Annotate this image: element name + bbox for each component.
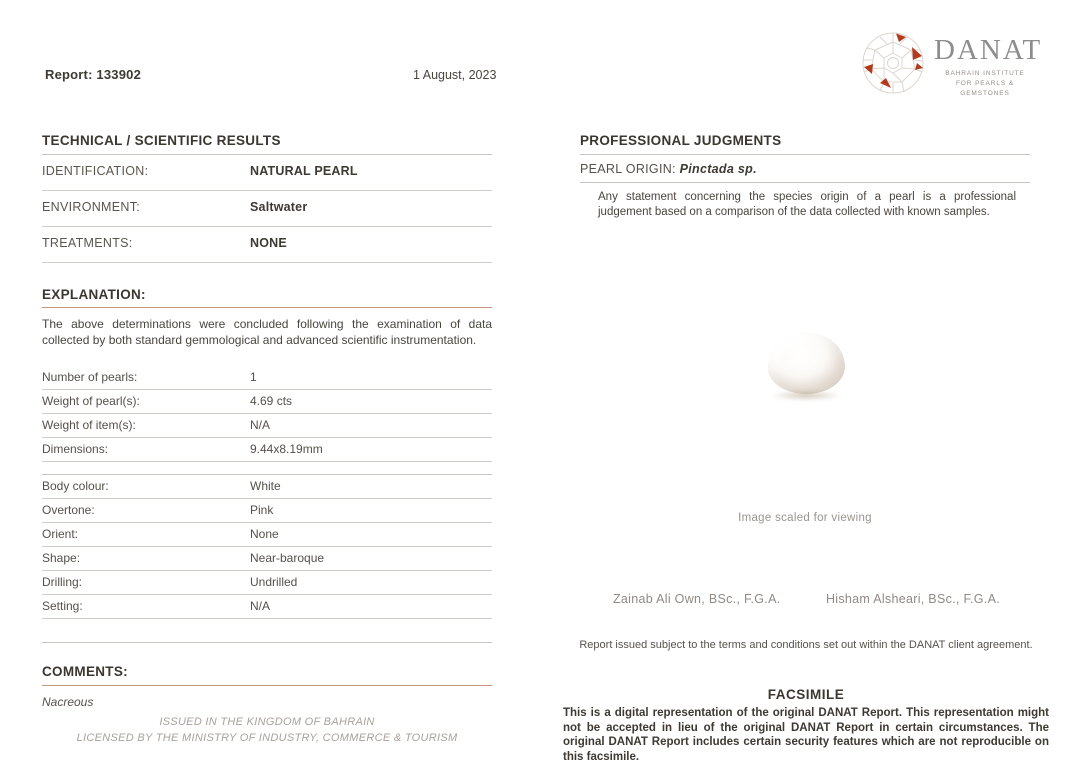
spec-value: N/A <box>250 599 271 613</box>
pearl-origin-row <box>580 155 1030 183</box>
footer-line1: ISSUED IN THE KINGDOM OF BAHRAIN <box>159 716 375 728</box>
result-label: TREATMENTS: <box>42 236 133 250</box>
danat-sphere-icon <box>860 30 926 96</box>
judgments-section-title: PROFESSIONAL JUDGMENTS <box>580 133 1030 155</box>
spec-value: 4.69 cts <box>250 394 293 408</box>
spec-row <box>42 366 492 390</box>
facsimile-text: This is a digital representation of the original DANAT Report. This representation might not be accepted in lieu of the original DANAT Report in certain circumstances. The original DANAT Report includes certain security features which are not reproducible on this facsimile. <box>563 707 1049 763</box>
spec-row <box>42 414 492 438</box>
pearl-image <box>768 333 845 394</box>
result-row-environment <box>42 191 492 227</box>
pearl-origin-label: PEARL ORIGIN: <box>580 162 676 176</box>
spec-label: Orient: <box>42 527 79 541</box>
logo-subtitle-line1: BAHRAIN INSTITUTE <box>945 70 1025 77</box>
explanation-text: The above determinations were concluded following the examination of data collected by both standard gemmological and advanced scientific instrumentation. <box>42 317 492 347</box>
result-value: NONE <box>250 236 287 250</box>
spec-row <box>42 595 492 619</box>
issuing-footer <box>42 715 492 747</box>
spec-table-measurements <box>42 366 492 475</box>
spec-value: None <box>250 527 279 541</box>
signature-left: Zainab Ali Own, BSc., F.G.A. <box>613 592 781 606</box>
spec-row <box>42 499 492 523</box>
footer-line2: LICENSED BY THE MINISTRY OF INDUSTRY, COMMERCE & TOURISM <box>76 731 458 744</box>
comments-title: COMMENTS: <box>42 664 492 686</box>
spec-label: Drilling: <box>42 575 83 589</box>
explanation-title: EXPLANATION: <box>42 287 492 308</box>
section-divider <box>42 619 492 643</box>
technical-results-section <box>42 133 492 709</box>
spec-label: Dimensions: <box>42 442 109 456</box>
spec-row <box>42 390 492 414</box>
origin-note: Any statement concerning the species origin of a pearl is a professional judgement based on a comparison of the data collected with known samples. <box>598 191 1016 218</box>
pearl-shadow <box>770 390 842 401</box>
spec-label: Weight of item(s): <box>42 418 136 432</box>
spec-value: White <box>250 479 281 493</box>
spec-value: Pink <box>250 503 274 517</box>
group-divider <box>42 462 492 475</box>
spec-row <box>42 523 492 547</box>
result-row-treatments <box>42 227 492 263</box>
spec-label: Body colour: <box>42 479 109 493</box>
image-caption: Image scaled for viewing <box>738 512 872 524</box>
pearl-photo <box>766 333 846 401</box>
pearl-origin-value: Pinctada sp. <box>679 162 757 176</box>
spec-label: Overtone: <box>42 503 95 517</box>
result-value: NATURAL PEARL <box>250 164 358 178</box>
comments-text: Nacreous <box>42 695 94 709</box>
spec-label: Setting: <box>42 599 83 613</box>
spec-row <box>42 475 492 499</box>
spec-row <box>42 438 492 462</box>
spec-value: 9.44x8.19mm <box>250 442 323 456</box>
report-number: Report: 133902 <box>45 67 142 82</box>
danat-logo <box>860 30 1043 98</box>
signature-row <box>580 592 1030 606</box>
spec-table-appearance <box>42 475 492 643</box>
terms-note: Report issued subject to the terms and conditions set out within the DANAT client agreement. <box>579 639 1033 651</box>
spec-label: Number of pearls: <box>42 370 138 384</box>
results-section-title: TECHNICAL / SCIENTIFIC RESULTS <box>42 133 492 155</box>
spec-value: Undrilled <box>250 575 298 589</box>
professional-judgments-section <box>580 133 1030 219</box>
report-date: 1 August, 2023 <box>413 68 497 82</box>
result-row-identification <box>42 155 492 191</box>
spec-value: N/A <box>250 418 271 432</box>
result-label: IDENTIFICATION: <box>42 164 149 178</box>
facsimile-section <box>563 687 1049 764</box>
result-label: ENVIRONMENT: <box>42 200 141 214</box>
spec-label: Shape: <box>42 551 81 565</box>
spec-row <box>42 571 492 595</box>
facsimile-title: FACSIMILE <box>767 687 845 702</box>
spec-value: 1 <box>250 370 257 384</box>
comments-section <box>42 664 492 709</box>
spec-row <box>42 547 492 571</box>
logo-subtitle-line2: FOR PEARLS & GEMSTONES <box>955 79 1015 97</box>
danat-wordmark: DANAT <box>934 34 1043 66</box>
spec-value: Near-baroque <box>250 551 325 565</box>
spec-label: Weight of pearl(s): <box>42 394 140 408</box>
signature-right: Hisham Alsheari, BSc., F.G.A. <box>825 592 1000 606</box>
result-value: Saltwater <box>250 200 308 214</box>
